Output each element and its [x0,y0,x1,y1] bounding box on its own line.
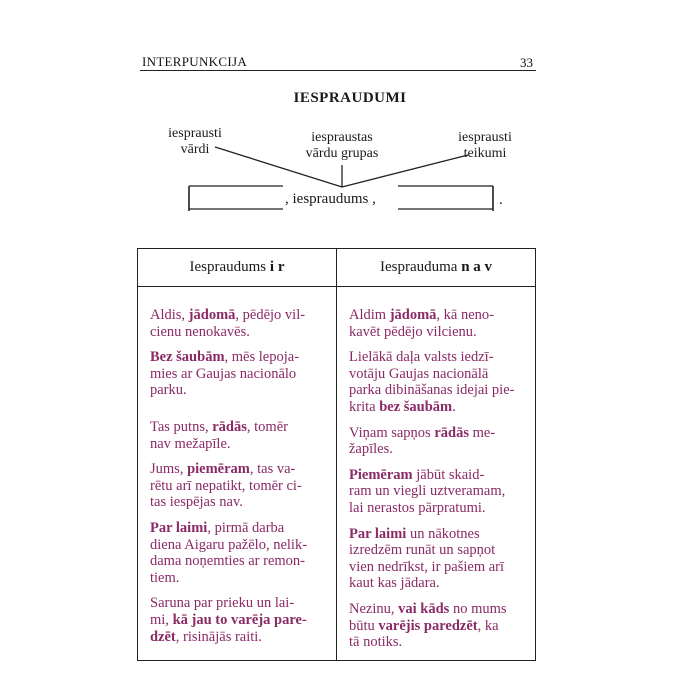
diagram-formula: , iespraudums , [285,191,376,207]
page-title: IESPRAUDUMI [293,90,407,106]
example-sentence: Par laimi un nākotnes izredzēm runāt un sapņot vien nedrīkst, ir pašiem arī kaut kas jādara. [349,525,505,592]
example-sentence: Aldim jādomā, kā neno- kavēt pēdējo vilcienu. [349,307,494,340]
example-sentence: Par laimi, pirmā darba diena Aigaru pažēlo, nelik- dama noņemties ar remon- tiem. [150,519,308,586]
example-sentence: Bez šaubām, mēs lepoja- mies ar Gaujas nacionālo parku. [150,349,300,399]
col-header-has-insertion: Iespraudums i r [138,249,337,287]
running-head: INTERPUNKCIJA [142,54,248,69]
table-body-row [138,287,536,661]
example-sentence: Aldis, jādomā, pēdējo vil- cienu nenokavēs. [150,307,306,340]
comparison-table [137,248,536,661]
page-number: 33 [520,55,533,70]
col-header-no-insertion: Iespraudumа n a v [337,249,536,287]
example-sentence: Piemēram jābūt skaid- ram un viegli uztveramam, lai nerastos pārpratumi. [349,466,506,516]
col-examples-with [138,287,337,661]
example-sentence: Tas putns, rādās, tomēr nav mežapīle. [150,418,288,452]
example-sentence: Jums, piemēram, tas va- rētu arī nepatikt, tomēr ci- tas iespējas nav. [150,461,302,511]
diagram-end-punct: . [499,192,503,208]
example-sentence: Viņam sapņos rādās me- žapīles. [349,424,496,458]
col-examples-without [337,287,536,661]
table-header-row [138,249,536,287]
example-sentence: Lielākā daļa valsts iedzī- votāju Gaujas nacionālā parka dibināšanas idejai pie- krita bez šaubām. [349,349,515,415]
example-sentence: Nezinu, vai kāds no mums būtu varējis paredzēt, ka tā notiks. [349,600,507,651]
diagram-label-sentences: iesprausti teikumi [458,130,512,161]
diagram-label-words: iespraustі vārdi [168,126,222,157]
diagram-label-word-groups: iespraustas vārdu grupas [305,130,379,161]
example-sentence: Saruna par prieku un lai- mi, kā jau to varēja pare- dzēt, risinājās raiti. [150,595,307,645]
